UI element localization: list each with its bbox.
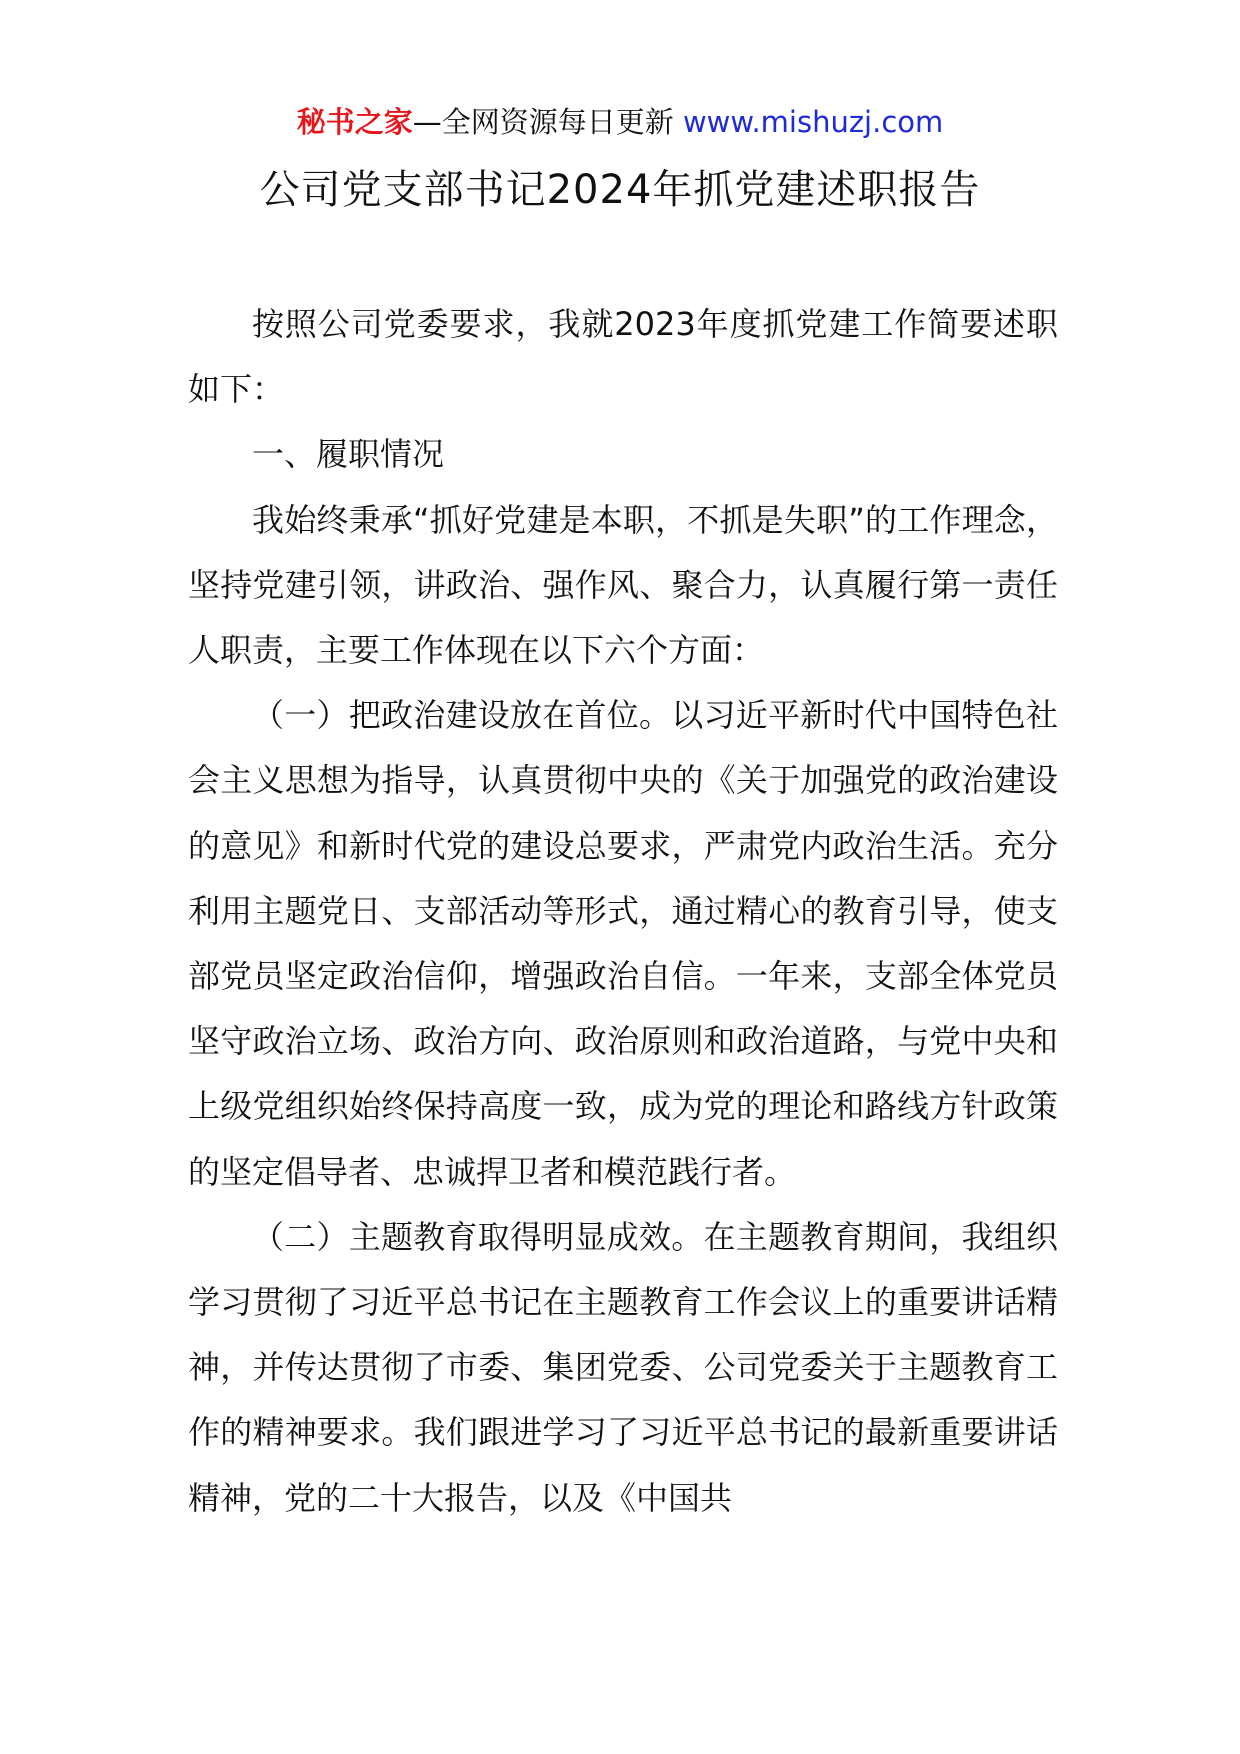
body-paragraph: （二）主题教育取得明显成效。在主题教育期间，我组织学习贯彻了习近平总书记在主题教育工作会议上的重要讲话精神，并传达贯彻了市委、集团党委、公司党委关于主题教育工作的精神要求。我们跟进学习了习近平总书记的最新重要讲话精神，党的二十大报告，以及《中国共 [188,1217,1058,1517]
body-paragraph: （一）把政治建设放在首位。以习近平新时代中国特色社会主义思想为指导，认真贯彻中央的《关于加强党的政治建设的意见》和新时代党的建设总要求，严肃党内政治生活。充分利用主题党日、支部活动等形式，通过精心的教育引导，使支部党员坚定政治信仰，增强政治自信。一年来，支部全体党员坚守政治立场、政治方向、政治原则和政治道路，与党中央和上级党组织始终保持高度一致，成为党的理论和路线方针政策的坚定倡导者、忠诚捍卫者和模范践行者。 [188,696,1058,1191]
watermark-header [0,102,1240,142]
brand-name: 秘书之家 [296,105,413,139]
section-heading: 一、履职情况 [252,435,445,474]
document-title: 公司党支部书记2024年抓党建述职报告 [259,167,981,213]
document-body [188,292,1058,1531]
site-url-link[interactable]: www.mishuzj.com [682,105,944,139]
intro-paragraph: 按照公司党委要求，我就2023年度抓党建工作简要述职如下： [188,305,1058,409]
header-tagline: —全网资源每日更新 [412,105,683,139]
body-paragraph: 我始终秉承“抓好党建是本职，不抓是失职”的工作理念，坚持党建引领，讲政治、强作风、聚合力，认真履行第一责任人职责，主要工作体现在以下六个方面： [188,500,1058,670]
